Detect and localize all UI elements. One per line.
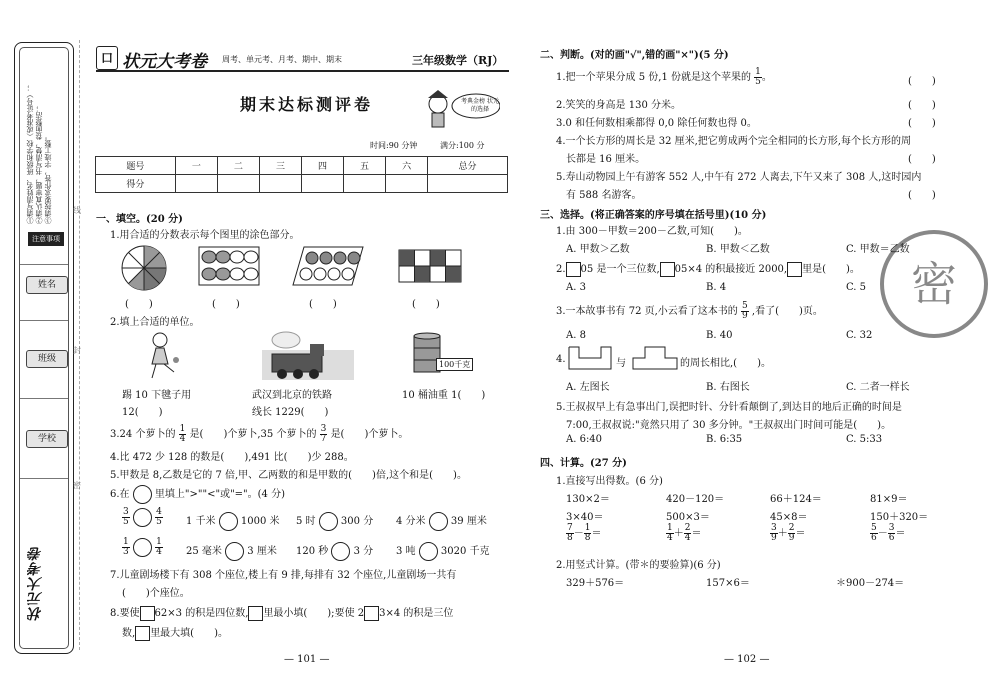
score-cell[interactable]	[386, 175, 428, 193]
compare-circle[interactable]	[225, 542, 244, 561]
digit-box[interactable]	[566, 262, 581, 277]
operator: ＝	[795, 528, 806, 539]
question-text: 1.把一个苹果分成 5 份,1 份就是这个苹果的	[556, 72, 751, 83]
calc-item[interactable]: 66＋124＝	[770, 494, 822, 505]
numerator: 1	[584, 523, 591, 533]
numerator: 1	[755, 67, 761, 77]
girl-kicking-icon	[142, 330, 182, 380]
question-text: 数,	[122, 628, 136, 639]
denominator: 4	[667, 533, 673, 543]
section-heading: 三、选择。(将正确答案的序号填在括号里)(10 分)	[540, 210, 767, 221]
question-line	[110, 604, 453, 621]
compare-value: 5 时	[296, 516, 316, 527]
strip-divider	[20, 264, 68, 265]
numerator: 1	[123, 537, 129, 547]
answer-blank[interactable]: ( )	[908, 190, 936, 201]
section-heading: 四、计算。(27 分)	[540, 458, 627, 469]
digit-box[interactable]	[135, 626, 150, 641]
operator: ＋	[777, 528, 788, 539]
fraction-calc[interactable]	[870, 524, 905, 543]
question-text: 的周长相比,( )。	[680, 358, 771, 369]
compare-item	[296, 542, 373, 561]
name-label[interactable]: 姓名	[26, 276, 68, 294]
compare-value: 3 分	[353, 546, 374, 557]
question-text: 3.24 个萝卜的	[110, 429, 176, 440]
numerator: 1	[179, 424, 186, 434]
numerator: 5	[742, 301, 748, 311]
compare-item	[396, 542, 490, 561]
score-cell[interactable]	[217, 175, 259, 193]
denominator: 7	[320, 434, 327, 444]
compare-circle[interactable]	[331, 542, 350, 561]
table-cell: 四	[301, 157, 343, 175]
question-text: 4.	[556, 354, 566, 365]
caption: 12( )	[122, 407, 163, 418]
compare-value: 39 厘米	[450, 516, 487, 527]
operator: ＝	[691, 528, 702, 539]
notice-line: ③请按要求作答，字迹工整。	[44, 133, 52, 224]
strip-divider	[20, 478, 68, 479]
denominator: 3	[123, 547, 129, 557]
choice-option[interactable]: C. 甲数＝乙数	[846, 244, 910, 255]
choice-option[interactable]: A. 甲数＞乙数	[566, 244, 630, 255]
exam-time: 时间:90 分钟	[370, 141, 418, 150]
numerator: 7	[567, 523, 573, 533]
table-cell: 六	[386, 157, 428, 175]
page-number: — 102 —	[724, 654, 770, 665]
fraction	[741, 302, 749, 321]
question-text: 1.用合适的分数表示每个图里的涂色部分。	[110, 230, 300, 241]
choice-option[interactable]: B. 4	[706, 282, 727, 293]
notice-title: 注意事项	[28, 232, 64, 246]
question-text: 8.要使	[110, 608, 140, 619]
vertical-calc[interactable]: 157×6＝	[706, 578, 750, 589]
fraction	[566, 524, 574, 543]
score-cell[interactable]	[301, 175, 343, 193]
question-text: 7.儿童剧场楼下有 308 个座位,楼上有 9 排,每排有 32 个座位,儿童剧场一共有	[110, 570, 457, 581]
compare-circle[interactable]	[219, 512, 238, 531]
numerator: 2	[684, 523, 691, 533]
fraction	[122, 538, 130, 557]
cut-label: 线	[73, 206, 81, 215]
cut-label: 密	[73, 481, 81, 490]
compare-value: 1000 米	[240, 516, 280, 527]
calc-item[interactable]: 420－120＝	[666, 494, 725, 505]
vertical-calc[interactable]: ＊900－274＝	[836, 578, 905, 589]
question-text: 1.由 300－甲数＝200－乙数,可知( )。	[556, 226, 748, 237]
answer-blank[interactable]: ( )	[412, 299, 440, 310]
choice-option[interactable]: C. 5	[846, 282, 867, 293]
train-icon	[262, 330, 354, 380]
question-line	[110, 425, 408, 444]
answer-blank[interactable]: ( )	[908, 76, 936, 87]
compare-value: 1 千米	[186, 516, 216, 527]
fraction	[320, 425, 328, 444]
denominator: 9	[742, 311, 748, 321]
compare-circle[interactable]	[133, 538, 152, 557]
score-cell[interactable]	[428, 175, 508, 193]
calc-item[interactable]: 3×40＝	[566, 512, 604, 523]
choice-option[interactable]: C. 5:33	[846, 434, 883, 445]
question-text: 1.直接写出得数。(6 分)	[556, 476, 663, 487]
compare-circle[interactable]	[419, 542, 438, 561]
table-cell: 一	[175, 157, 217, 175]
class-label[interactable]: 班级	[26, 350, 68, 368]
question-text: 里最大填( )。	[150, 628, 228, 639]
question-text: 5.王叔叔早上有急事出门,误把时针、分针看颠倒了,到达目的地后正确的时间是	[556, 402, 902, 413]
compare-item	[296, 512, 373, 531]
numerator: 3	[320, 424, 327, 434]
fraction	[666, 524, 674, 543]
score-table	[95, 156, 508, 193]
question-text: 3×4 的积是三位	[379, 608, 454, 619]
compare-value: 120 秒	[296, 546, 329, 557]
punct: 。	[761, 72, 772, 83]
section-heading: 一、填空。(20 分)	[96, 214, 183, 225]
question-text: 有 588 名游客。	[566, 190, 642, 201]
badge-text: 考典金榜 状元的选择	[461, 98, 499, 113]
subject-label: 三年级数学（RJ）	[412, 54, 504, 67]
page-title: 期末达标测评卷	[240, 95, 374, 114]
table-row	[96, 157, 508, 175]
compare-value: 3020 千克	[440, 546, 490, 557]
denominator: 6	[871, 533, 877, 543]
question-text: 3.一本故事书有 72 页,小云看了这本书的	[556, 306, 738, 317]
numerator: 3	[888, 523, 895, 533]
digit-box[interactable]	[660, 262, 675, 277]
denominator: 4	[156, 547, 162, 557]
question-text: 2.填上合适的单位。	[110, 317, 200, 328]
operator: ＋	[673, 528, 684, 539]
choice-option[interactable]: A. 8	[566, 330, 586, 341]
question-text: ( )个座位。	[122, 588, 190, 599]
score-cell[interactable]	[175, 175, 217, 193]
compare-value: 4 分米	[396, 516, 426, 527]
operator: ＝	[591, 528, 602, 539]
question-text: 长都是 16 厘米。	[566, 154, 646, 165]
denominator: 4	[179, 434, 186, 444]
compare-value: 300 分	[340, 516, 374, 527]
numerator: 5	[871, 523, 877, 533]
calc-item[interactable]: 150＋320＝	[870, 512, 929, 523]
question-text: ,看了( )页。	[751, 306, 823, 317]
question-text: 是( )个萝卜,35 个萝卜的	[189, 429, 317, 440]
brand-name: 状元大考卷	[122, 52, 207, 72]
caption: 10 桶油重 1( )	[402, 390, 486, 401]
section-heading: 二、判断。(对的画"√",错的画"×")(5 分)	[540, 50, 729, 61]
denominator: 8	[584, 533, 591, 543]
choice-option[interactable]: A. 左图长	[566, 382, 610, 393]
answer-blank[interactable]: ( )	[908, 118, 936, 129]
digit-box[interactable]	[364, 606, 379, 621]
question-line	[122, 624, 228, 641]
table-cell: 五	[344, 157, 386, 175]
answer-blank[interactable]: ( )	[309, 299, 337, 310]
question-text: 05×4 的积最接近 2000,	[674, 264, 788, 275]
question-line	[556, 302, 823, 321]
compare-item	[396, 512, 487, 531]
question-text: 是( )个萝卜。	[330, 429, 409, 440]
compare-value: 25 毫米	[186, 546, 222, 557]
denominator: 6	[888, 533, 895, 543]
question-line	[110, 485, 285, 504]
digit-box[interactable]	[140, 606, 155, 621]
compare-circle	[133, 485, 152, 504]
table-row	[96, 175, 508, 193]
numerator: 3	[771, 523, 777, 533]
cut-label: 封	[73, 346, 81, 355]
operator: －	[573, 528, 584, 539]
digit-box[interactable]	[787, 262, 802, 277]
question-text: 7:00,王叔叔说:"竟然只用了 30 多分钟。"王叔叔出门时间可能是( )。	[566, 420, 892, 431]
numerator: 3	[123, 507, 129, 517]
compare-circle[interactable]	[429, 512, 448, 531]
fraction-calc[interactable]	[770, 524, 805, 543]
question-text: 6.在	[110, 489, 130, 500]
question-text: 里最小填( );要使 2	[263, 608, 365, 619]
question-text: 2.笑笑的身高是 130 分米。	[556, 100, 681, 111]
caption: 踢 10 下毽子用	[122, 390, 192, 401]
table-cell: 得分	[96, 175, 176, 193]
seal-stamp: 密	[880, 230, 988, 338]
compare-item	[186, 542, 277, 561]
answer-blank[interactable]: ( )	[125, 299, 153, 310]
exam-tags: 周考、单元考、月考、期中、期末	[222, 55, 342, 64]
denominator: 5	[755, 77, 761, 87]
compare-item	[186, 512, 280, 531]
barrel-label: 100千克	[436, 358, 473, 371]
caption: 武汉到北京的铁路	[252, 390, 332, 401]
strip-frame	[19, 47, 69, 649]
denominator: 9	[788, 533, 795, 543]
numerator: 1	[156, 537, 162, 547]
apple-figure	[292, 246, 364, 286]
fraction	[754, 68, 762, 87]
full-score: 满分:100 分	[440, 141, 485, 150]
question-text: 5.甲数是 8,乙数是它的 7 倍,甲、乙两数的和是甲数的( )倍,这个和是( )。	[110, 470, 467, 481]
calc-item[interactable]: 45×8＝	[770, 512, 808, 523]
question-line	[556, 260, 860, 277]
choice-option[interactable]: C. 二者一样长	[846, 382, 910, 393]
notice-line: ②请认真审题，书写清楚，卷面整洁；	[35, 105, 43, 224]
table-cell: 三	[259, 157, 301, 175]
denominator: 4	[684, 533, 691, 543]
brand-logo-icon: 口	[96, 46, 118, 70]
answer-blank[interactable]: ( )	[908, 154, 936, 165]
question-line	[556, 68, 772, 87]
answer-blank[interactable]: ( )	[908, 100, 936, 111]
table-cell: 二	[217, 157, 259, 175]
strip-divider	[20, 320, 68, 321]
calc-item[interactable]: 500×3＝	[666, 512, 710, 523]
question-text: 里填上">""<"或"="。(4 分)	[154, 489, 285, 500]
answer-blank[interactable]: ( )	[212, 299, 240, 310]
caption: 线长 1229( )	[252, 407, 329, 418]
question-text: 与	[616, 358, 626, 369]
question-text: 5.寿山动物园上午有游客 552 人,中午有 272 人离去,下午又来了 308 人,这时园内	[556, 172, 922, 183]
numerator: 4	[156, 507, 162, 517]
choice-option[interactable]: B. 右图长	[706, 382, 750, 393]
question-text: 4.一个长方形的周长是 32 厘米,把它剪成两个完全相同的长方形,每个长方形的周	[556, 136, 911, 147]
notice-line: ①请写清姓名、班级和学校（或准考证号）；	[26, 84, 34, 224]
compare-row	[122, 538, 163, 557]
fruit-grid-figure	[198, 246, 260, 286]
choice-option[interactable]: B. 甲数＜乙数	[706, 244, 770, 255]
choice-option[interactable]: B. 6:35	[706, 434, 743, 445]
compare-circle[interactable]	[319, 512, 338, 531]
score-cell[interactable]	[344, 175, 386, 193]
fraction-calc[interactable]	[666, 524, 701, 543]
table-cell: 题号	[96, 157, 176, 175]
question-text: 2.用竖式计算。(带＊的要验算)(6 分)	[556, 560, 721, 571]
fraction	[155, 508, 163, 527]
exam-notice	[26, 54, 66, 224]
fraction	[122, 508, 130, 527]
page-number: — 101 —	[284, 654, 330, 665]
denominator: 9	[771, 533, 777, 543]
operator: ＝	[895, 528, 906, 539]
question-text: 3.0 和任何数相乘都得 0,0 除任何数也得 0。	[556, 118, 757, 129]
compare-value: 3 吨	[396, 546, 416, 557]
digit-box[interactable]	[248, 606, 263, 621]
question-text: 2.	[556, 264, 566, 275]
denominator: 8	[567, 533, 573, 543]
grid-figure	[398, 249, 462, 283]
fraction	[770, 524, 778, 543]
right-shape-figure	[632, 346, 678, 370]
school-label[interactable]: 学校	[26, 430, 68, 448]
strip-divider	[20, 398, 68, 399]
denominator: 5	[156, 517, 162, 527]
numerator: 2	[788, 523, 795, 533]
pie-figure	[120, 244, 168, 292]
question-text: 62×3 的积是四位数,	[154, 608, 249, 619]
compare-circle[interactable]	[133, 508, 152, 527]
score-cell[interactable]	[259, 175, 301, 193]
choice-option[interactable]: A. 6:40	[566, 434, 603, 445]
strip-logo: 状元大考卷	[28, 546, 44, 622]
left-shape-figure	[568, 346, 612, 370]
fraction	[179, 425, 187, 444]
binding-strip	[14, 42, 74, 654]
numerator: 1	[667, 523, 673, 533]
calc-item[interactable]: 130×2＝	[566, 494, 610, 505]
fraction-calc[interactable]	[566, 524, 601, 543]
choice-option[interactable]: B. 40	[706, 330, 733, 341]
operator: －	[877, 528, 888, 539]
fraction	[870, 524, 878, 543]
question-text: 里是( )。	[802, 264, 860, 275]
calc-item[interactable]: 81×9＝	[870, 494, 908, 505]
choice-option[interactable]: A. 3	[566, 282, 586, 293]
compare-value: 3 厘米	[247, 546, 277, 557]
table-cell: 总分	[428, 157, 508, 175]
header-rule	[96, 70, 509, 72]
question-text: 05 是一个三位数,	[580, 264, 660, 275]
vertical-calc[interactable]: 329＋576＝	[566, 578, 625, 589]
compare-row	[122, 508, 163, 527]
denominator: 5	[123, 517, 129, 527]
question-text: 4.比 472 少 128 的数是( ),491 比( )少 288。	[110, 452, 354, 463]
choice-option[interactable]: C. 32	[846, 330, 873, 341]
fraction	[155, 538, 163, 557]
